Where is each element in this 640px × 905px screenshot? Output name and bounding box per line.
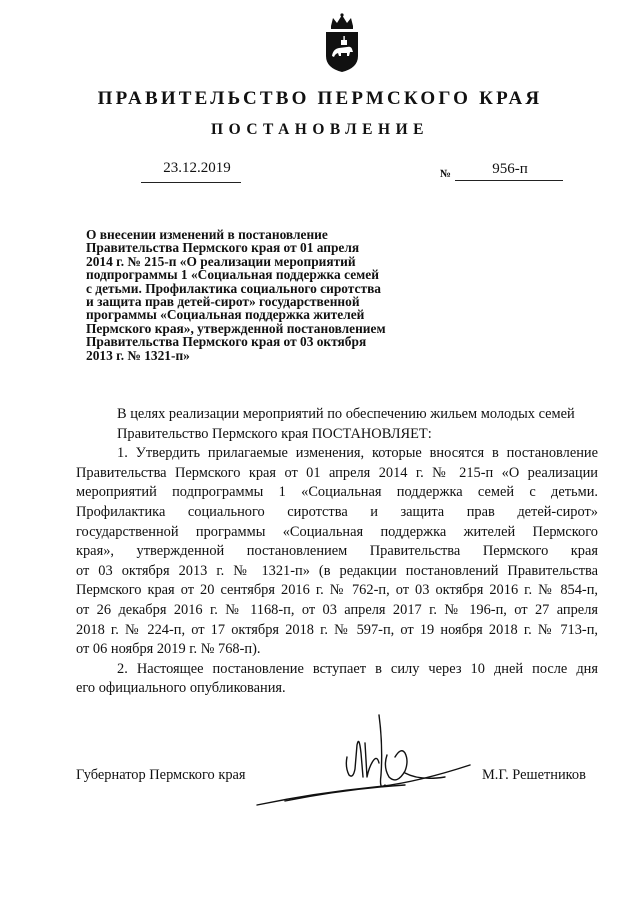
body-line: Правительство Пермского края ПОСТАНОВЛЯЕТ:	[117, 425, 432, 442]
subject-line: Пермского края», утвержденной постановлением	[86, 320, 386, 336]
body-line: 1. Утвердить прилагаемые изменения, которые вносятся в постановление	[117, 445, 598, 462]
body-line: 2018 г. № 224-п, от 17 октября 2018 г. № 597-п, от 19 ноября 2018 г. № 713-п,	[76, 621, 598, 638]
subject-line: подпрограммы 1 «Социальная поддержка семей	[86, 267, 379, 283]
subject-line: программы «Социальная поддержка жителей	[86, 307, 365, 323]
body-line: 2. Настоящее постановление вступает в силу через 10 дней после дня	[117, 660, 598, 677]
government-title: ПРАВИТЕЛЬСТВО ПЕРМСКОГО КРАЯ	[97, 88, 543, 109]
subject-line: О внесении изменений в постановление	[86, 227, 328, 242]
decree-number: 956-п	[492, 161, 528, 177]
subject-line: Правительства Пермского края от 03 октября	[86, 334, 367, 350]
signatory-position: Губернатор Пермского края	[76, 767, 246, 783]
signatory-name: М.Г. Решетников	[482, 767, 586, 783]
number-underline	[455, 180, 563, 181]
body-line: Правительства Пермского края от 01 апреля 2014 г. № 215-п «О реализации	[76, 464, 598, 481]
body-line: его официального опубликования.	[76, 680, 286, 697]
body-line: Профилактика социального сиротства и защита прав детей-сирот»	[76, 503, 598, 520]
body-line: от 06 ноября 2019 г. № 768-п).	[76, 641, 261, 658]
subject-line: 2014 г. № 215-п «О реализации мероприятий	[86, 253, 356, 269]
body-line: государственной программы «Социальная поддержка жителей Пермского	[76, 523, 598, 540]
handwritten-signature-icon	[255, 705, 485, 815]
decree-body	[76, 405, 598, 699]
body-line: края», утвержденной постановлением Правительства Пермского края	[76, 543, 598, 560]
subject-line: Правительства Пермского края от 01 апреля	[86, 240, 360, 256]
coat-of-arms-icon	[322, 12, 362, 74]
subject-line: с детьми. Профилактика социального сиротства	[86, 280, 381, 296]
body-line: Пермского края от 20 сентября 2016 г. № 762-п, от 03 октября 2016 г. № 854-п,	[76, 582, 598, 599]
date-underline	[141, 182, 241, 183]
body-line: от 26 декабря 2016 г. № 1168-п, от 03 апреля 2017 г. № 196-п, от 27 апреля	[76, 601, 598, 618]
body-line: от 03 октября 2013 г. № 1321-п» (в редакции постановлений Правительства	[76, 562, 598, 579]
body-line: В целях реализации мероприятий по обеспечению жильем молодых семей	[117, 406, 575, 422]
body-line: мероприятий подпрограммы 1 «Социальная поддержка семей с детьми.	[76, 484, 598, 501]
decree-subject	[86, 228, 436, 362]
subject-line: и защита прав детей-сирот» государственной	[86, 294, 360, 310]
decree-date: 23.12.2019	[163, 160, 231, 176]
number-sign: №	[440, 168, 452, 180]
subject-line: 2013 г. № 1321-п»	[86, 347, 190, 363]
document-type: ПОСТАНОВЛЕНИЕ	[211, 121, 429, 138]
